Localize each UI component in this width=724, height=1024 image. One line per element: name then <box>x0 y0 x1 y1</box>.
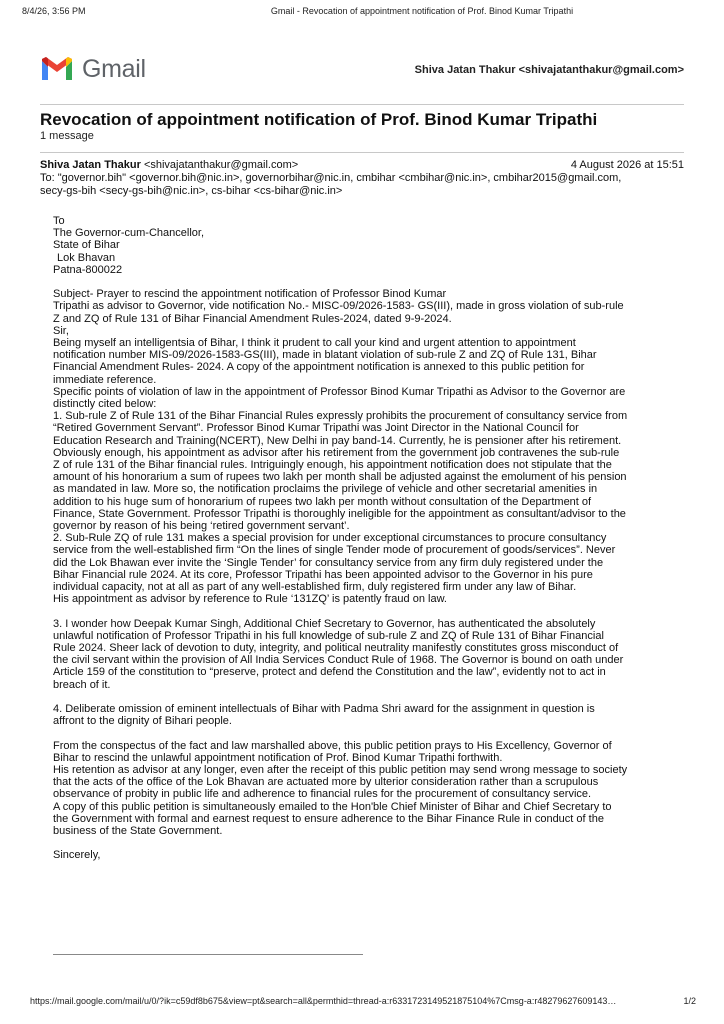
body-line: notification number MIS-09/2026-1583-GS(III), made in blatant violation of sub-rule Z and ZQ of Rule 131, Bihar <box>53 349 597 362</box>
subject-divider <box>40 152 684 153</box>
body-line: Specific points of violation of law in the appointment of Professor Binod Kumar Tripathi as Advisor to the Governor are <box>53 385 626 398</box>
body-line: Subject- Prayer to rescind the appointment notification of Professor Binod Kumar <box>53 288 447 301</box>
body-line: service from the well-established firm “On the lines of single Tender mode of procurement of goods/services”. Never <box>53 544 616 557</box>
subject-paragraph <box>53 288 694 337</box>
body-line: Bihar Financial rule 2024. At its core, Professor Tripathi has been appointed advisor to the Governor in his pure <box>53 568 593 581</box>
page-url: https://mail.google.com/mail/u/0/?ik=c59df8b675&view=pt&search=all&permthid=thread-a:r6331723149521875104%7Cmsg-a:r48279627609143… <box>30 996 617 1006</box>
account-label: Shiva Jatan Thakur <shivajatanthakur@gmail.com> <box>414 64 684 76</box>
page-number: 1/2 <box>683 996 696 1006</box>
body-line: “Retired Government Servant”. Professor Binod Kumar Tripathi was Joint Director in the National Council for <box>53 422 579 435</box>
body-line: Tripathi as advisor to Governor, vide notification No.- MISC-09/2026-1583- GS(III), made in gross violation of sub-rule <box>53 300 624 313</box>
body-line: addition to his huge sum of honorarium of rupees two lakh per month without consultation of the Department of <box>53 495 592 508</box>
recipients-line-2: secy-gs-bih <secy-gs-bih@nic.in>, cs-bihar <cs-bihar@nic.in> <box>40 185 343 197</box>
body-line: Z of rule 131 of the Bihar financial rules. Intriguingly enough, his appointment notification does not stipulate that the <box>53 459 612 472</box>
thread-subject: Revocation of appointment notification of Prof. Binod Kumar Tripathi <box>40 110 598 129</box>
body-line: immediate reference. <box>53 373 157 386</box>
body-line: From the conspectus of the fact and law marshalled above, this public petition prays to His Excellency, Governor of <box>53 739 612 752</box>
header-divider <box>40 104 684 105</box>
body-line: Being myself an intelligentsia of Bihar, I think it prudent to call your kind and urgent attention to appointment <box>53 337 576 350</box>
address-block <box>53 215 694 276</box>
body-line: Finance, State Government. Professor Tripathi is thoroughly ineligible for the appointment as consultant/advisor to the <box>53 507 626 520</box>
print-header <box>22 6 702 20</box>
print-datetime: 8/4/26, 3:56 PM <box>22 6 86 16</box>
body-line: Z and ZQ of Rule 131 of Bihar Financial Amendment Rules-2024, dated 9-9-2024. <box>53 312 452 325</box>
body-line: 2. Sub-Rule ZQ of rule 131 makes a special provision for under exceptional circumstances to procure consultancy <box>53 532 607 545</box>
body-line: amount of his honorarium a sum of rupees two lakh per month shall be adjusted against the emolument of his pension <box>53 471 627 484</box>
body-line: Education Research and Training(NCERT), New Delhi in pay band-14. Currently, he is pensioner after his retirement. <box>53 434 622 447</box>
body-line: Financial Amendment Rules- 2024. A copy of the appointment notification is annexed to this public petition for <box>53 361 585 374</box>
body-line: A copy of this public petition is simultaneously emailed to the Hon'ble Chief Minister of Bihar and Chief Secretary to <box>53 800 612 813</box>
body-line: distinctly cited below: <box>53 398 157 411</box>
body-line: individual capacity, not at all as part of any well-established firm, duly registered firm under any law of Bihar. <box>53 581 577 594</box>
body-line: observance of probity in public life and adherence to financial rules for the procurement of consultancy service. <box>53 788 592 801</box>
gmail-logo <box>40 54 146 84</box>
body-line: Sir, <box>53 324 69 337</box>
body-line: business of the State Government. <box>53 825 223 838</box>
address-line: State of Bihar <box>53 239 120 252</box>
body-line: breach of it. <box>53 678 111 691</box>
gmail-wordmark: Gmail <box>82 54 146 83</box>
body-line: as mandated in law. More so, the notification proclaims the privilege of vehicle and other secretarial amenities in <box>53 483 598 496</box>
body-line: 3. I wonder how Deepak Kumar Singh, Additional Chief Secretary to Governor, has authenticated the absolutely <box>53 617 596 630</box>
body-line: His retention as advisor at any longer, even after the receipt of this public petition may send wrong message to society <box>53 764 628 777</box>
body-line: 4. Deliberate omission of eminent intellectuals of Bihar with Padma Shri award for the assignment in question is <box>53 703 595 716</box>
message-count: 1 message <box>40 130 94 142</box>
body-line: that the acts of the office of the Lok Bhavan are actuated more by ulterior consideration rather than a scrupulous <box>53 776 599 789</box>
address-line: Patna-800022 <box>53 263 123 276</box>
point-4-paragraph <box>53 703 694 727</box>
body-line: unlawful notification of Professor Tripathi in his full knowledge of sub-rule Z and ZQ of Rule 131 of Bihar Financial <box>53 629 604 642</box>
point-2-paragraph <box>53 532 694 605</box>
gmail-m-icon <box>40 56 74 82</box>
conclusion-paragraph <box>53 740 694 838</box>
address-line: To <box>53 215 65 227</box>
print-title: Gmail - Revocation of appointment notification of Prof. Binod Kumar Tripathi <box>270 6 574 16</box>
address-line: The Governor-cum-Chancellor, <box>53 227 205 240</box>
body-line: the civil servant within the provision of All India Services Conduct Rule of 1968. The Governor is bound on oath under <box>53 654 624 667</box>
body-line: Obviously enough, his appointment as advisor after his retirement from the government job contravenes the sub-rule <box>53 446 620 459</box>
message-date: 4 August 2026 at 15:51 <box>570 159 684 171</box>
body-line: Bihar to rescind the unlawful appointment notification of Prof. Binod Kumar Tripathi forthwith. <box>53 751 503 764</box>
body-line: did the Lok Bhawan ever invite the ‘Single Tender’ for consultancy service from any firm duly registered under the <box>53 556 604 569</box>
body-line: His appointment as advisor by reference to Rule ‘131ZQ’ is patently fraud on law. <box>53 593 447 606</box>
point-1-paragraph <box>53 410 694 532</box>
gmail-header <box>40 50 684 86</box>
sender-name: Shiva Jatan Thakur <box>40 159 141 171</box>
recipients-line-1: To: "governor.bih" <governor.bih@nic.in>, governorbihar@nic.in, cmbihar <cmbihar@nic.in>, cmbihar2015@gmail.com, <box>40 172 622 184</box>
point-3-paragraph <box>53 618 694 691</box>
body-line: the Government with formal and earnest request to ensure adherence to the Bihar Finance Rule in conduct of the <box>53 812 604 825</box>
body-line: Rule 2024. Sheer lack of devotion to duty, integrity, and political neutrality manifestly constitutes gross misconduct of <box>53 642 619 655</box>
intro-paragraph <box>53 337 694 410</box>
body-line: Article 159 of the constitution to “preserve, protect and defend the Constitution and the law”, evidently not to act in <box>53 666 606 679</box>
body-line: governor by reason of his being ‘retired government servant’. <box>53 520 350 533</box>
signature-divider <box>53 954 363 955</box>
closing: Sincerely, <box>53 849 101 862</box>
sender-email: <shivajatanthakur@gmail.com> <box>143 159 299 171</box>
address-line: Lok Bhavan <box>57 251 116 264</box>
message-body <box>53 215 694 862</box>
message-meta <box>40 159 684 198</box>
body-line: 1. Sub-rule Z of Rule 131 of the Bihar Financial Rules expressly prohibits the procurement of consultancy service from <box>53 410 628 423</box>
body-line: affront to the dignity of Bihari people. <box>53 715 232 728</box>
